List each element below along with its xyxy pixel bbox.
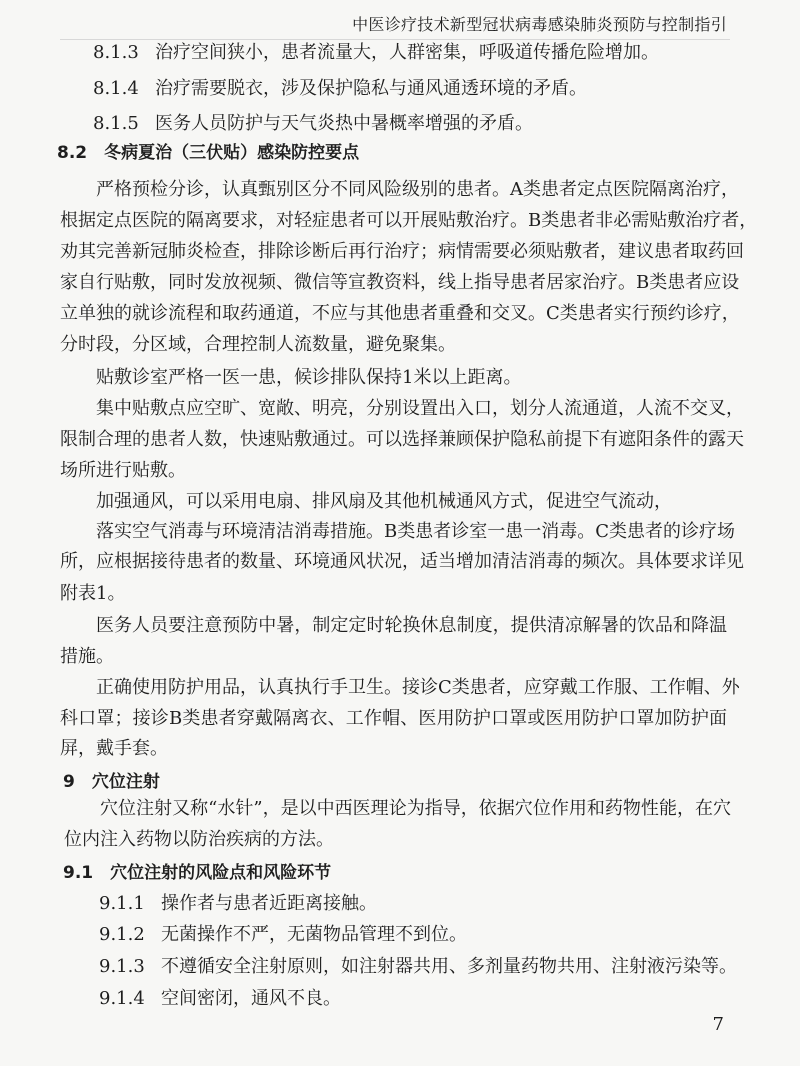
paragraph-line: 根据定点医院的隔离要求，对轻症患者可以开展贴敷治疗。B类患者非必需贴敷治疗者， bbox=[60, 210, 758, 231]
item-number: 9.1.1 bbox=[99, 893, 145, 914]
paragraph-line: 场所进行贴敷。 bbox=[60, 460, 186, 481]
paragraph-line: 集中贴敷点应空旷、宽敞、明亮，分别设置出入口，划分人流通道，人流不交叉， bbox=[96, 398, 744, 419]
section-heading-9: 9 穴位注射 bbox=[63, 772, 160, 792]
paragraph-line: 科口罩；接诊B类患者穿戴隔离衣、工作帽、医用防护口罩或医用防护口罩加防护面 bbox=[60, 708, 727, 729]
item-number: 9.1.2 bbox=[99, 924, 145, 945]
paragraph-line: 措施。 bbox=[60, 646, 114, 667]
paragraph-line: 家自行贴敷，同时发放视频、微信等宣教资料，线上指导患者居家治疗。B类患者应设 bbox=[60, 272, 740, 293]
paragraph-line: 落实空气消毒与环境清洁消毒措施。B类患者诊室一患一消毒。C类患者的诊疗场 bbox=[96, 521, 735, 542]
list-item bbox=[99, 892, 766, 916]
paragraph-line: 附表1。 bbox=[60, 583, 126, 604]
header-rule bbox=[60, 39, 730, 40]
list-item bbox=[93, 77, 760, 101]
item-number: 8.1.5 bbox=[93, 113, 139, 134]
paragraph-line: 穴位注射又称“水针”，是以中西医理论为指导，依据穴位作用和药物性能，在穴 bbox=[100, 798, 731, 819]
paragraph-line: 立单独的就诊流程和取药通道，不应与其他患者重叠和交叉。C类患者实行预约诊疗， bbox=[60, 303, 740, 324]
paragraph-line: 贴敷诊室严格一医一患，候诊排队保持1米以上距离。 bbox=[96, 367, 522, 388]
item-text: 无菌操作不严，无菌物品管理不到位。 bbox=[161, 924, 467, 945]
item-number: 8.1.4 bbox=[93, 78, 139, 99]
item-number: 9.1.3 bbox=[99, 956, 145, 977]
paragraph-line: 屏，戴手套。 bbox=[60, 738, 168, 759]
paragraph-line: 所，应根据接待患者的数量、环境通风状况，适当增加清洁消毒的频次。具体要求详见 bbox=[60, 551, 744, 572]
paragraph-line: 严格预检分诊，认真甄别区分不同风险级别的患者。A类患者定点医院隔离治疗， bbox=[96, 179, 739, 200]
section-heading-8-2: 8.2 冬病夏治（三伏贴）感染防控要点 bbox=[57, 143, 360, 163]
list-item bbox=[99, 987, 766, 1011]
item-number: 9.1.4 bbox=[99, 988, 145, 1009]
paragraph-line: 分时段，分区域，合理控制人流数量，避免聚集。 bbox=[60, 334, 456, 355]
paragraph-line: 位内注入药物以防治疾病的方法。 bbox=[64, 829, 334, 850]
section-heading-9-1: 9.1 穴位注射的风险点和风险环节 bbox=[63, 863, 332, 883]
paragraph-line: 正确使用防护用品，认真执行手卫生。接诊C类患者，应穿戴工作服、工作帽、外 bbox=[96, 677, 740, 698]
running-header: 中医诊疗技术新型冠状病毒感染肺炎预防与控制指引 bbox=[352, 15, 727, 34]
item-number: 8.1.3 bbox=[93, 42, 139, 63]
item-text: 操作者与患者近距离接触。 bbox=[161, 893, 377, 914]
page-number: 7 bbox=[712, 1014, 724, 1035]
list-item bbox=[93, 41, 760, 65]
list-item bbox=[99, 955, 766, 979]
item-text: 治疗需要脱衣，涉及保护隐私与通风通透环境的矛盾。 bbox=[155, 78, 587, 99]
list-item bbox=[99, 923, 766, 947]
item-text: 治疗空间狭小，患者流量大，人群密集，呼吸道传播危险增加。 bbox=[155, 42, 659, 63]
paragraph-line: 劝其完善新冠肺炎检查，排除诊断后再行治疗；病情需要必须贴敷者，建议患者取药回 bbox=[60, 241, 744, 262]
paragraph-line: 医务人员要注意预防中暑，制定定时轮换休息制度，提供清凉解暑的饮品和降温 bbox=[96, 615, 727, 636]
item-text: 不遵循安全注射原则，如注射器共用、多剂量药物共用、注射液污染等。 bbox=[161, 956, 737, 977]
item-text: 医务人员防护与天气炎热中暑概率增强的矛盾。 bbox=[155, 113, 533, 134]
paragraph-line: 加强通风，可以采用电扇、排风扇及其他机械通风方式，促进空气流动， bbox=[96, 491, 672, 512]
item-text: 空间密闭，通风不良。 bbox=[161, 988, 341, 1009]
list-item bbox=[93, 112, 760, 136]
paragraph-line: 限制合理的患者人数，快速贴敷通过。可以选择兼顾保护隐私前提下有遮阳条件的露天 bbox=[60, 429, 744, 450]
